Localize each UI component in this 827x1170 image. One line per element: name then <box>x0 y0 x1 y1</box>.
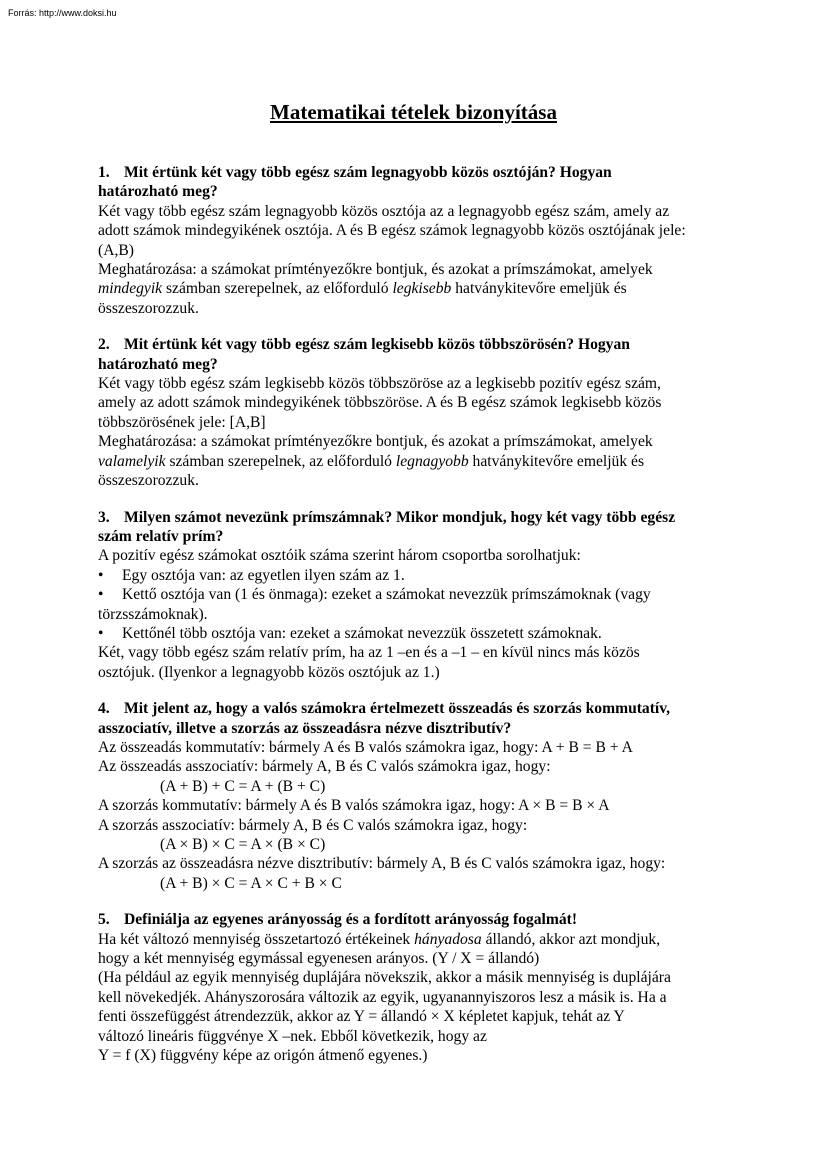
paragraph-line: fenti összefüggést átrendezzük, akkor az Y = állandó × X képletet kapjuk, tehát az Y <box>98 1008 625 1026</box>
question-text-cont: határozható meg? <box>98 355 218 373</box>
formula: (A + B) × C = A × C + B × C <box>160 874 342 892</box>
question-text: Mit jelent az, hogy a valós számokra értelmezett összeadás és szorzás kommutatív, <box>124 700 671 718</box>
question-number: 4. <box>98 700 110 718</box>
paragraph-line: A szorzás az összeadásra nézve disztributív: bármely A, B és C valós számokra igaz, hogy: <box>98 855 666 873</box>
section-4 <box>98 699 738 893</box>
question-number: 1. <box>98 164 110 181</box>
question-text: Milyen számot nevezünk prímszámnak? Mikor mondjuk, hogy két vagy több egész <box>124 508 676 526</box>
paragraph-line: kell növekedjék. Ahányszorosára változik az egyik, ugyanannyiszoros lesz a másik is. Ha a <box>98 988 667 1006</box>
source-label: Forrás: http://www.doksi.hu <box>8 8 117 18</box>
question-text-cont: határozható meg? <box>98 183 218 201</box>
list-item: • Egy osztója van: az egyetlen ilyen szám az 1. <box>98 566 405 584</box>
question-heading <box>98 508 738 547</box>
paragraph-line: Két vagy több egész szám legnagyobb közös osztója az a legnagyobb egész szám, amely az <box>98 202 670 220</box>
question-heading <box>98 910 738 929</box>
question-heading <box>98 163 738 202</box>
paragraph-line: (Ha például az egyik mennyiség duplájára növekszik, akkor a másik mennyiség is duplájára <box>98 969 671 987</box>
question-text-cont: asszociatív, illetve a szorzás az összeadásra nézve disztributív? <box>98 719 512 737</box>
section-5 <box>98 910 738 1065</box>
bullet-icon: • <box>98 566 104 584</box>
section-3 <box>98 508 738 683</box>
paragraph-line: A pozitív egész számokat osztóik száma szerint három csoportba sorolhatjuk: <box>98 547 581 565</box>
question-heading <box>98 699 738 738</box>
question-number: 2. <box>98 336 110 354</box>
question-text: Mit értünk két vagy több egész szám legkisebb közös többszörösén? Hogyan <box>124 336 630 354</box>
emphasis: hányadosa <box>414 930 482 948</box>
question-number: 5. <box>98 911 110 929</box>
paragraph-line: változó lineáris függvénye X –nek. Ebből következik, hogy az <box>98 1027 487 1045</box>
paragraph-line: osztójuk. (Ilyenkor a legnagyobb közös osztójuk az 1.) <box>98 663 440 681</box>
question-number: 3. <box>98 508 110 526</box>
formula: (A + B) + C = A + (B + C) <box>160 777 326 795</box>
list-item: • Kettőnél több osztója van: ezeket a számokat nevezzük összetett számoknak. <box>98 624 602 642</box>
paragraph-line: A szorzás kommutatív: bármely A és B valós számokra igaz, hogy: A × B = B × A <box>98 797 610 815</box>
paragraph-line: Két, vagy több egész szám relatív prím, ha az 1 –en és a –1 – en kívül nincs más közös <box>98 644 640 662</box>
paragraph-line: adott számok mindegyikének osztója. A és B egész számok legnagyobb közös osztójának jele: <box>98 222 686 240</box>
paragraph-line: Meghatározása: a számokat prímtényezőkre bontjuk, és azokat a prímszámokat, amelyek <box>98 433 653 451</box>
question-text: Mit értünk két vagy több egész szám legnagyobb közös osztóján? Hogyan <box>124 164 612 181</box>
paragraph-line: Az összeadás asszociatív: bármely A, B és C valós számokra igaz, hogy: <box>98 758 551 776</box>
paragraph-line: Ha két változó mennyiség összetartozó értékeinek hányadosa állandó, akkor azt mondjuk, <box>98 930 661 948</box>
paragraph-line: amely az adott számok mindegyikének többszöröse. A és B egész számok legkisebb közös <box>98 394 662 412</box>
document-body <box>98 163 738 1082</box>
emphasis: valamelyik <box>98 452 166 470</box>
list-item-cont: törzsszámoknak). <box>98 605 208 623</box>
bullet-icon: • <box>98 586 104 604</box>
question-text: Definiálja az egyenes arányosság és a fordított arányosság fogalmát! <box>124 911 578 929</box>
emphasis: mindegyik <box>98 280 163 298</box>
formula: (A × B) × C = A × (B × C) <box>160 836 326 853</box>
paragraph-line: Két vagy több egész szám legkisebb közös többszöröse az a legkisebb pozitív egész szám, <box>98 375 661 393</box>
paragraph-line: többszörösének jele: [A,B] <box>98 413 266 431</box>
question-text-cont: szám relatív prím? <box>98 527 224 545</box>
emphasis: legnagyobb <box>395 452 469 470</box>
paragraph-line: hogy a két mennyiség egymással egyenesen arányos. (Y / X = állandó) <box>98 950 540 968</box>
paragraph-line: valamelyik számban szerepelnek, az előforduló legnagyobb hatványkitevőre emeljük és <box>98 452 645 470</box>
paragraph-line: összeszorozzuk. <box>98 472 199 490</box>
paragraph-line: Y = f (X) függvény képe az origón átmenő egyenes.) <box>98 1047 428 1065</box>
emphasis: legkisebb <box>392 280 452 298</box>
paragraph-line: (A,B) <box>98 241 134 259</box>
question-heading <box>98 335 738 374</box>
paragraph-line: összeszorozzuk. <box>98 299 199 317</box>
paragraph-line: Az összeadás kommutatív: bármely A és B valós számokra igaz, hogy: A + B = B + A <box>98 738 633 756</box>
section-2 <box>98 335 738 490</box>
paragraph-line: Meghatározása: a számokat prímtényezőkre bontjuk, és azokat a prímszámokat, amelyek <box>98 261 653 279</box>
bullet-icon: • <box>98 624 104 642</box>
list-item: • Kettő osztója van (1 és önmaga): ezeket a számokat nevezzük prímszámoknak (vagy <box>98 586 651 604</box>
paragraph-line: A szorzás asszociatív: bármely A, B és C valós számokra igaz, hogy: <box>98 816 528 834</box>
section-1 <box>98 163 738 318</box>
paragraph-line: mindegyik számban szerepelnek, az előforduló legkisebb hatványkitevőre emeljük és <box>98 280 627 298</box>
page-title: Matematikai tételek bizonyítása <box>270 100 557 124</box>
